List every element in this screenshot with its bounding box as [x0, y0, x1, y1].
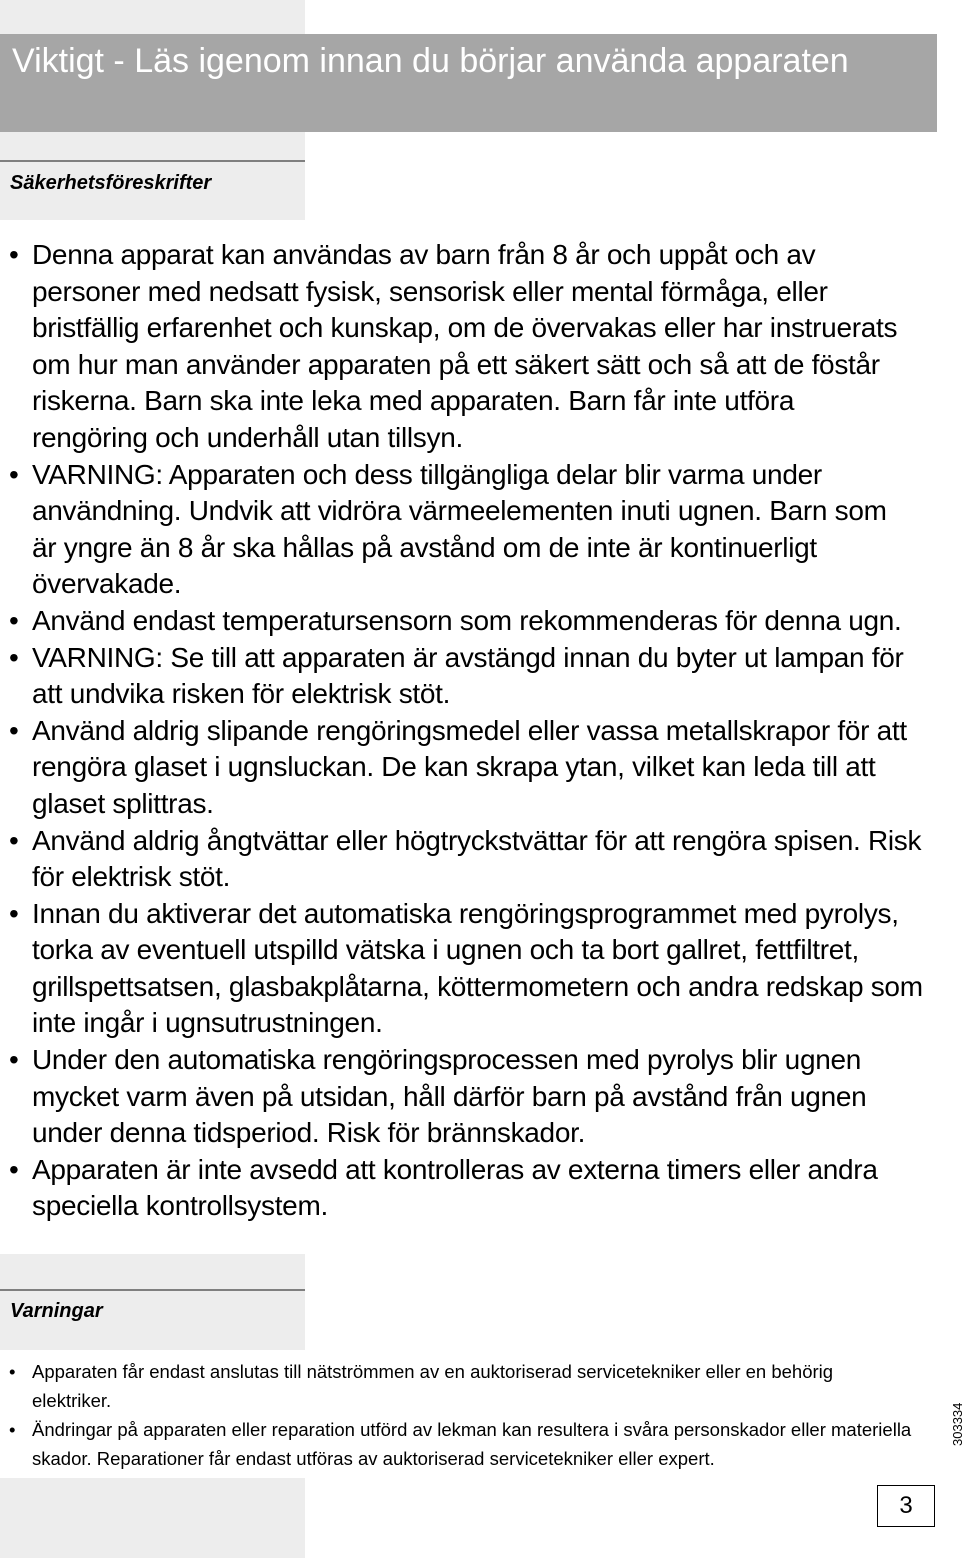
list-item	[0, 896, 932, 1042]
bullet-icon: •	[9, 1419, 16, 1440]
warnings-list	[0, 1357, 937, 1473]
document-code: 303334	[950, 1402, 965, 1446]
bullet-icon: •	[9, 641, 19, 673]
warnings-heading: Varningar	[0, 1296, 305, 1326]
list-item-text: Apparaten får endast anslutas till nätströmmen av en auktoriserad servicetekniker eller en behörig elektriker.	[32, 1361, 834, 1411]
list-item-text: Denna apparat kan användas av barn från 8 år och uppåt och av personer med nedsatt fysisk, sensorisk eller mental förmåga, eller bristfällig erfarenhet och kunskap, om de övervakas eller har instruerats om hur man använder apparaten på ett säkert sätt och så att de föstår riskerna. Barn ska inte leka med apparaten. Barn får inte utföra rengöring och underhåll utan tillsyn.	[32, 239, 898, 453]
bullet-icon: •	[9, 714, 19, 746]
bullet-icon: •	[9, 604, 19, 636]
page-number: 3	[877, 1485, 935, 1527]
warnings-heading-rule	[0, 1289, 305, 1291]
list-item	[0, 713, 912, 823]
page-title: Viktigt - Läs igenom innan du börjar använda apparaten	[12, 42, 849, 80]
list-item-text: VARNING: Se till att apparaten är avstängd innan du byter ut lampan för att undvika risken för elektrisk stöt.	[32, 641, 904, 710]
list-item-text: Använd aldrig slipande rengöringsmedel eller vassa metallskrapor för att rengöra glaset i ugnsluckan. De kan skrapa ytan, vilket kan leda till att glaset splittras.	[32, 714, 907, 819]
list-item-text: Använd endast temperatursensorn som rekommenderas för denna ugn.	[32, 604, 902, 636]
bullet-icon: •	[9, 239, 19, 270]
list-item	[0, 1042, 912, 1152]
bullet-icon: •	[9, 1361, 16, 1382]
safety-heading-rule	[0, 160, 305, 162]
safety-list	[0, 237, 937, 1225]
list-item	[0, 640, 912, 713]
list-item	[0, 603, 912, 640]
list-item-text: Ändringar på apparaten eller reparation utförd av lekman kan resultera i svåra personskador eller materiella skador. Reparationer får endast utföras av auktoriserad servicetekniker eller expert.	[32, 1419, 912, 1469]
safety-content	[0, 220, 937, 1254]
bullet-icon: •	[9, 897, 19, 929]
list-item-text: Använd aldrig ångtvättar eller högtryckstvättar för att rengöra spisen. Risk för elektrisk stöt.	[32, 824, 922, 893]
safety-heading: Säkerhetsföreskrifter	[0, 168, 305, 198]
list-item	[0, 823, 942, 896]
list-item-text: Apparaten är inte avsedd att kontrolleras av externa timers eller andra speciella kontrollsystem.	[32, 1153, 878, 1222]
warnings-content	[0, 1350, 937, 1478]
bullet-icon: •	[9, 824, 19, 856]
list-item	[0, 1357, 912, 1415]
list-item-text: Innan du aktiverar det automatiska rengöringsprogrammet med pyrolys, torka av eventuell utspilld vätska i ugnen och ta bort gallret, fettfiltret, grillspettsatsen, glasbakplåtarna, köttermometern och andra redskap som inte ingår i ugnsutrustningen.	[32, 897, 923, 1039]
bullet-icon: •	[9, 458, 19, 490]
bullet-icon: •	[9, 1153, 19, 1185]
list-item-text: Under den automatiska rengöringsprocessen med pyrolys blir ugnen mycket varm även på utsidan, håll därför barn på avstånd från ugnen under denna tidsperiod. Risk för brännskador.	[32, 1044, 867, 1149]
bullet-icon: •	[9, 1044, 19, 1076]
list-item	[0, 1152, 912, 1225]
list-item	[0, 457, 892, 603]
list-item	[0, 237, 912, 457]
list-item	[0, 1415, 912, 1473]
list-item-text: VARNING: Apparaten och dess tillgängliga delar blir varma under användning. Undvik att vidröra värmeelementen inuti ugnen. Barn som är yngre än 8 år ska hållas på avstånd om de inte är kontinuerligt övervakade.	[32, 458, 887, 600]
